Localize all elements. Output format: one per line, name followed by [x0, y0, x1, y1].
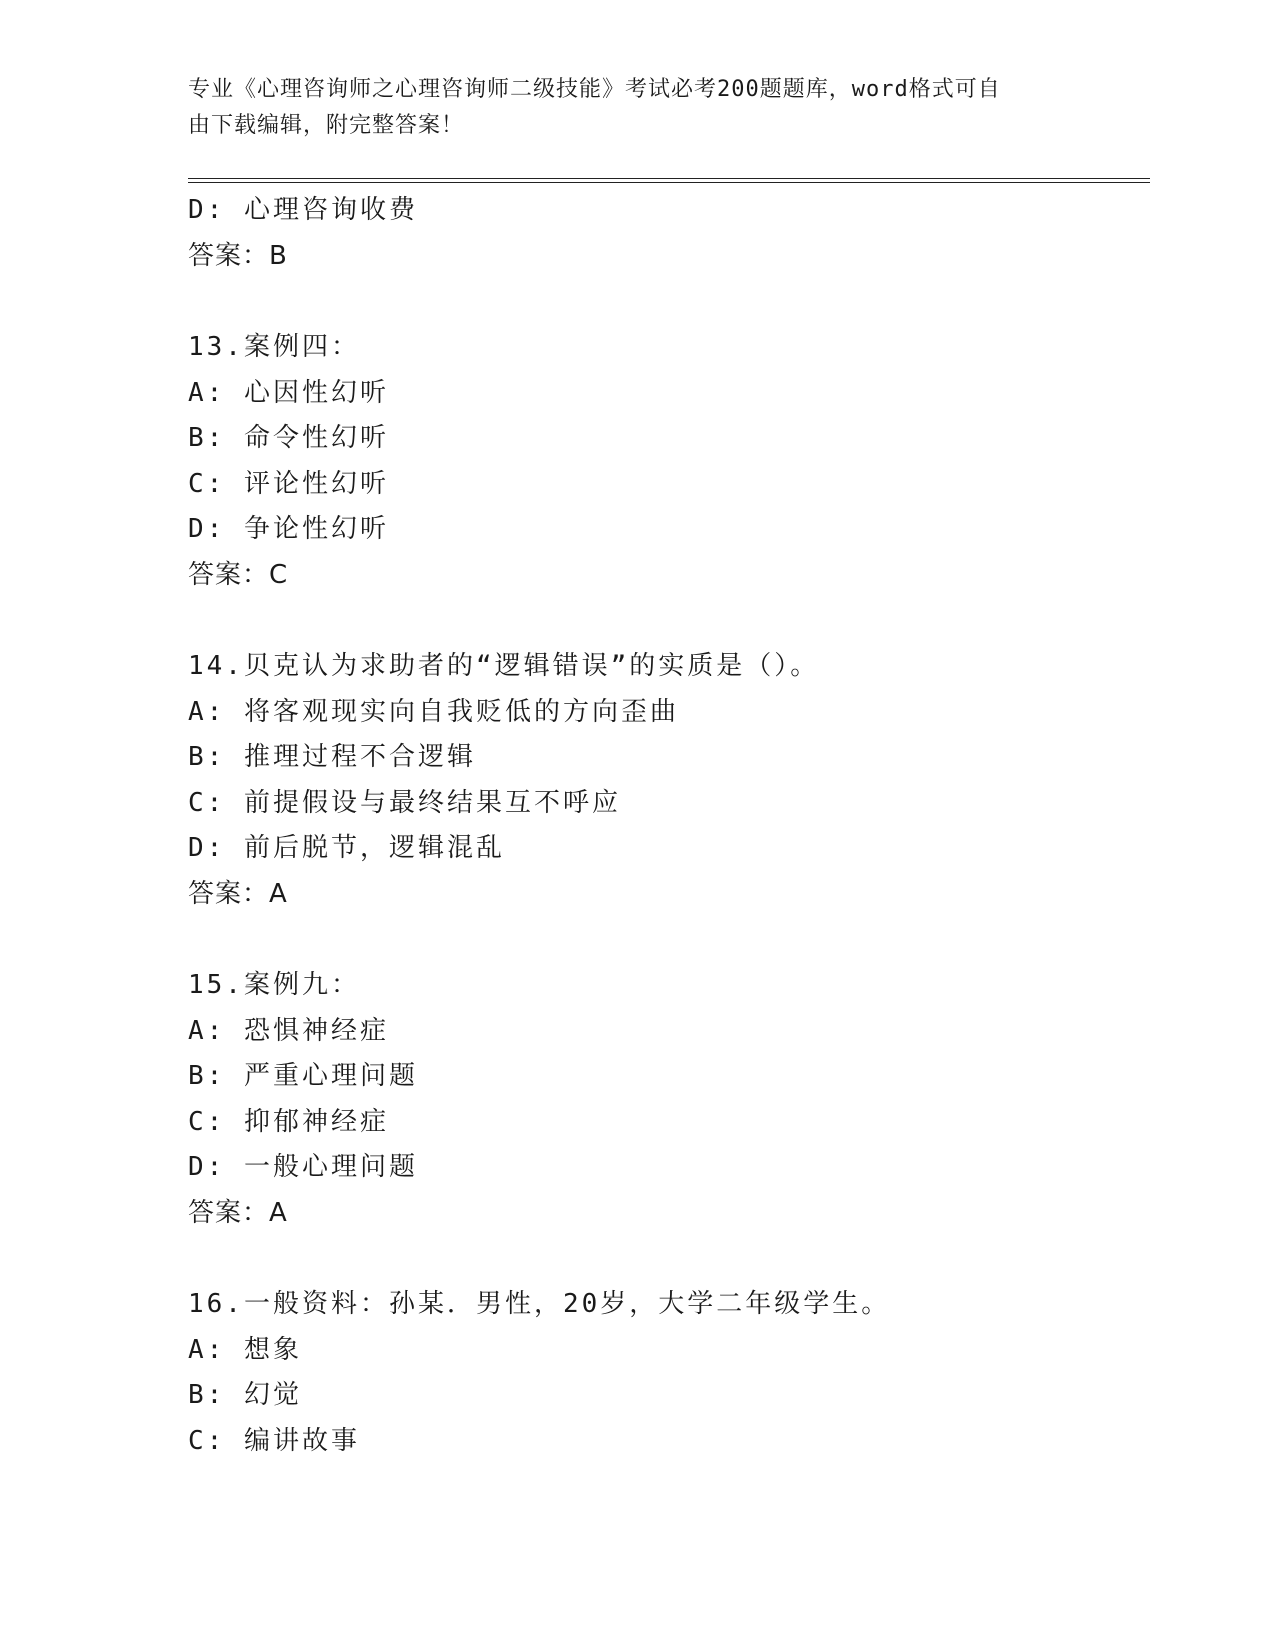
answer-line: 答案：A [188, 878, 288, 909]
answer-line: 答案：B [188, 240, 288, 271]
question-stem: 16.一般资料：孙某．男性，20岁，大学二年级学生。 [188, 1289, 891, 1319]
answer-line: 答案：C [188, 559, 289, 590]
question-list [188, 188, 1148, 1464]
option-b: B: 推理过程不合逻辑 [188, 742, 476, 772]
header-divider-bottom [188, 182, 1150, 183]
option-b: B: 幻觉 [188, 1380, 302, 1410]
question-stem: 15.案例九： [188, 970, 360, 1000]
option-d: D: 争论性幻听 [188, 514, 389, 544]
question-stem: 13.案例四： [188, 332, 360, 362]
question-16 [188, 1282, 1148, 1464]
option-a: A: 想象 [188, 1334, 302, 1365]
answer-line: 答案：A [188, 1197, 288, 1228]
option-d: D: 一般心理问题 [188, 1152, 418, 1182]
question-14 [188, 644, 1148, 917]
page-header [188, 72, 1068, 144]
option-c: C: 抑郁神经症 [188, 1106, 389, 1137]
previous-question-tail [188, 188, 1148, 279]
header-line-2: 由下载编辑，附完整答案！ [188, 113, 465, 138]
option-b: B: 严重心理问题 [188, 1061, 418, 1091]
header-line-1: 专业《心理咨询师之心理咨询师二级技能》考试必考200题题库，word格式可自 [188, 77, 1001, 102]
option-c: C: 前提假设与最终结果互不呼应 [188, 787, 621, 818]
option-c: C: 评论性幻听 [188, 468, 389, 499]
question-15 [188, 963, 1148, 1236]
option-a: A: 将客观现实向自我贬低的方向歪曲 [188, 696, 679, 727]
option-a: A: 恐惧神经症 [188, 1015, 389, 1046]
option-d: D: 前后脱节，逻辑混乱 [188, 833, 505, 863]
option-c: C: 编讲故事 [188, 1425, 360, 1456]
question-stem: 14.贝克认为求助者的“逻辑错误”的实质是（）。 [188, 651, 820, 681]
header-divider-top [188, 178, 1150, 179]
option-a: A: 心因性幻听 [188, 377, 389, 408]
option-d: D: 心理咨询收费 [188, 195, 418, 225]
question-13 [188, 325, 1148, 598]
option-b: B: 命令性幻听 [188, 423, 389, 453]
